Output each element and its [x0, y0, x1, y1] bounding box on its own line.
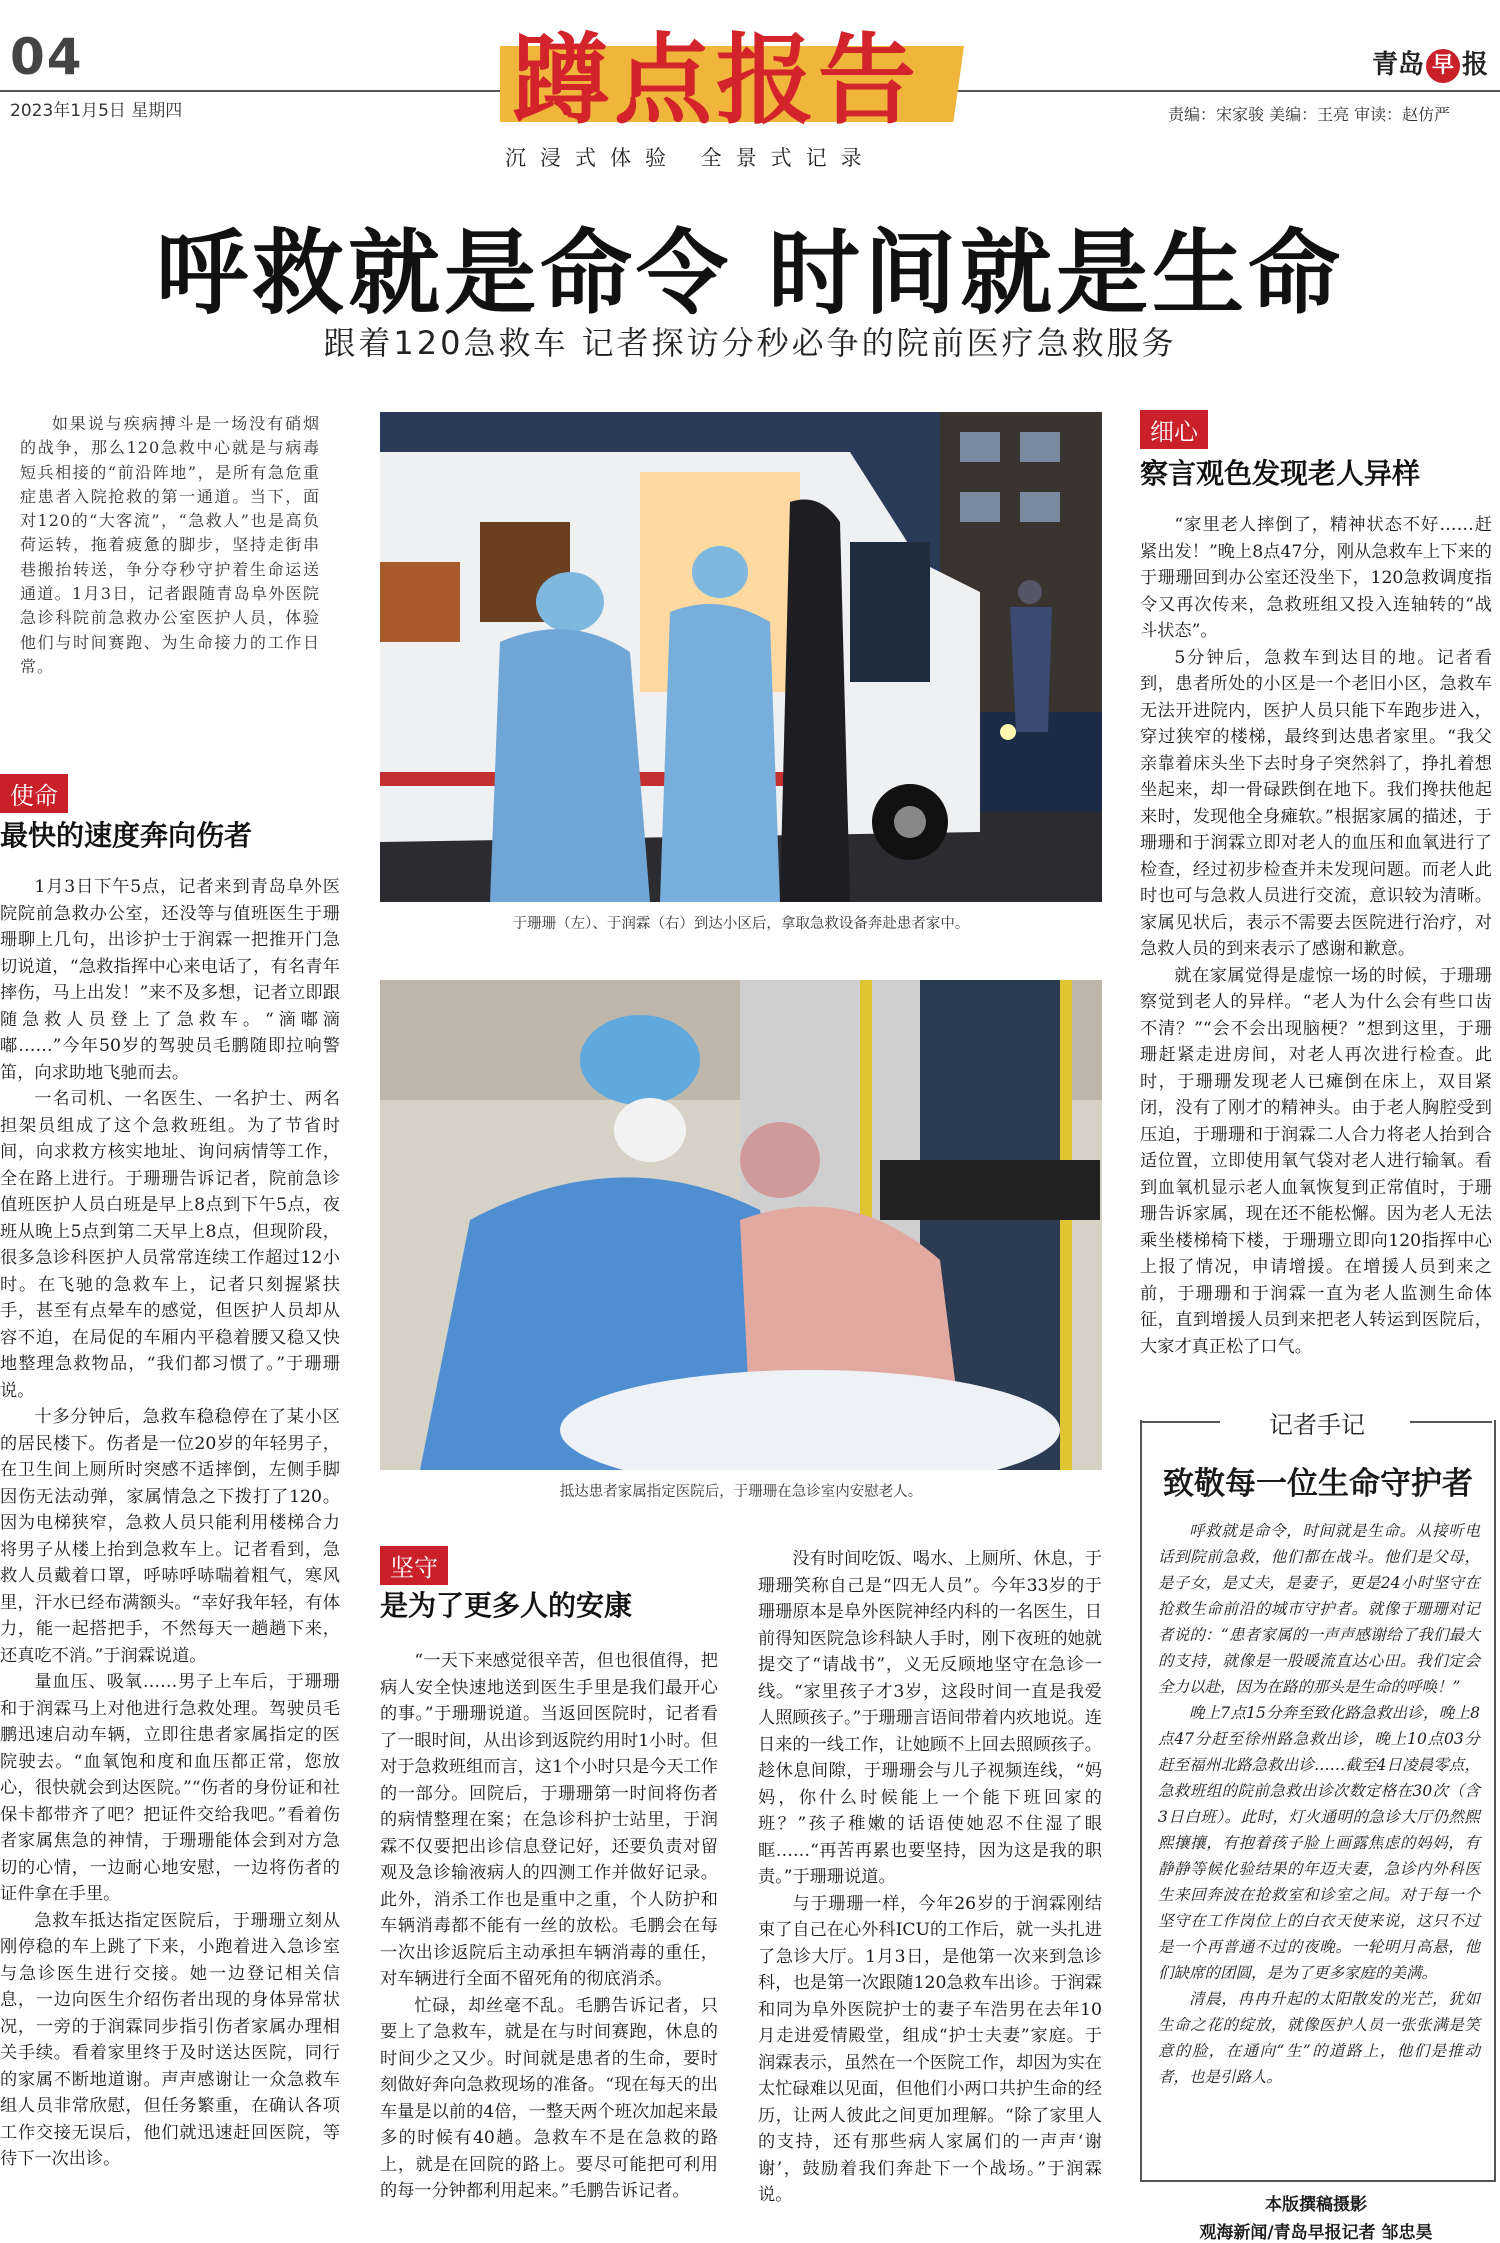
section2-tag: 坚守 [380, 1546, 448, 1585]
paragraph: 忙碌，却丝毫不乱。毛鹏告诉记者，只要上了急救车，就是在与时间赛跑，休息的时间少之又少。时间就是患者的生命，要时刻做好奔向急救现场的准备。“现在每天的出车量是以前的4倍，一整天两个班次加起来最多的时候有40趟。急救车不是在急救的路上，就是在回院的路上。要尽可能把可利用的每一分钟都利用起来。”毛鹏告诉记者。 [380, 1995, 718, 2201]
reporter-notes-title: 致敬每一位生命守护者 [1163, 1466, 1473, 1502]
reporter-notes-body [1158, 1518, 1480, 2090]
section3-tag: 细心 [1140, 410, 1208, 449]
er-photo [380, 980, 1102, 1470]
paragraph: 十多分钟后，急救车稳稳停在了某小区的居民楼下。伤者是一位20岁的年轻男子，在卫生间上厕所时突感不适摔倒，左侧手脚因伤无法动弹，家属情急之下拨打了120。因为电梯狭窄，急救人员只能利用楼梯合力将男子从楼上抬到急救车上。记者看到，急救人员戴着口罩，呼哧呼哧喘着粗气，寒风里，汗水已经布满额头。“幸好我年轻，有体力，能一起搭把手，不然每天一趟趟下来，还真吃不消。”于润霖说道。 [0, 1407, 340, 1666]
ambulance-photo [380, 412, 1102, 902]
section1-body [0, 874, 340, 2234]
paragraph: 呼救就是命令，时间就是生命。从接听电话到院前急救，他们都在战斗。他们是父母，是子女，是丈夫，是妻子，更是24小时坚守在抢救生命前沿的城市守护者。就像于珊珊对记者说的：“患者家属的一声声感谢给了我们最大的支持，就像是一股暖流直达心田。我们定会全力以赴，因为在路的那头是生命的呼唤！” [1158, 1522, 1480, 1696]
brand-prefix: 青岛 [1372, 50, 1425, 80]
intro-paragraph: 如果说与疾病搏斗是一场没有硝烟的战争，那么120急救中心就是与病毒短兵相接的“前沿阵地”，是所有急危重症患者入院抢救的第一通道。当下，面对120的“大客流”，“急救人”也是高负荷运转，拖着疲惫的脚步，坚持走街串巷搬抬转送，争分夺秒守护着生命运送通道。1月3日，记者跟随青岛阜外医院急诊科院前急救办公室医护人员，体验他们与时间赛跑、为生命接力的工作日常。 [20, 414, 320, 676]
section1-title: 最快的速度奔向伤者 [0, 819, 253, 852]
photo1-caption: 于珊珊（左）、于润霖（右）到达小区后，拿取急救设备奔赴患者家中。 [512, 916, 970, 932]
paragraph: 与于珊珊一样，今年26岁的于润霖刚结束了自己在心外科ICU的工作后，就一头扎进了急诊大厅。1月3日，是他第一次来到急诊科，也是第一次跟随120急救车出诊。于润霖和同为阜外医院护士的妻子车浩男在去年10月走进爱情殿堂，组成“护士夫妻”家庭。于润霖表示，虽然在一个医院工作，却因为实在太忙碌难以见面，但他们小两口共护生命的经历，让两人彼此之间更加理解。“除了家里人的支持，还有那些病人家属们的一声声‘谢谢’，鼓励着我们奔赴下一个战场。”于润霖说。 [758, 1893, 1102, 2205]
reporter-notes-label: 记者手记 [1269, 1411, 1365, 1439]
paragraph: 晚上7点15分奔至致化路急救出诊，晚上8点47分赶至徐州路急救出诊，晚上10点03分赶至福州北路急救出诊……截至4日凌晨零点，急救班组的院前急救出诊次数定格在30次（含3日白班）。此时，灯火通明的急诊大厅仍然熙熙攘攘，有抱着孩子脸上画露焦虑的妈妈，有静静等候化验结果的年迈夫妻，急诊内外科医生来回奔波在抢救室和诊室之间。对于每一个坚守在工作岗位上的白衣天使来说，这只不过是一个再普通不过的夜晚。一轮明月高悬，他们缺席的团圆，是为了更多家庭的美满。 [1158, 1704, 1480, 1982]
editor-credits: 责编：宋家骏 美编：王亮 审读：赵仿严 [1168, 105, 1451, 124]
column-slogan: 沉浸式体验 全景式记录 [505, 146, 876, 170]
paragraph: 5分钟后，急救车到达目的地。记者看到，患者所处的小区是一个老旧小区，急救车无法开进院内，医护人员只能下车跑步进入，穿过狭窄的楼梯，最终到达患者家里。“我父亲靠着床头坐下去时身子突然斜了，挣扎着想坐起来，却一骨碌跌倒在地下。我们搀扶他起来时，发现他全身瘫软。”根据家属的描述，于珊珊和于润霖立即对老人的血压和血氧进行了检查，经过初步检查并未发现问题。而老人此时也可与急救人员进行交流，意识较为清晰。家属见状后，表示不需要去医院进行治疗，对急救人员的到来表示了感谢和歉意。 [1140, 647, 1492, 959]
column-logo [500, 18, 970, 136]
paragraph: “家里老人摔倒了，精神状态不好……赶紧出发！”晚上8点47分，刚从急救车上下来的于珊珊回到办公室还没坐下，120急救调度指令又再次传来，急救班组又投入连轴转的“战斗状态”。 [1140, 515, 1492, 641]
paragraph: 就在家属觉得是虚惊一场的时候，于珊珊察觉到老人的异样。“老人为什么会有些口齿不清？”“会不会出现脑梗？”想到这里，于珊珊赶紧走进房间，对老人再次进行检查。此时，于珊珊发现老人已瘫倒在床上，双目紧闭，没有了刚才的精神头。由于老人胸腔受到压迫，于珊珊和于润霖二人合力将老人抬到合适位置，立即使用氧气袋对老人进行输氧。看到血氧机显示老人血氧恢复到正常值时，于珊珊告诉家属，现在还不能松懈。因为老人无法乘坐楼梯椅下楼，于珊珊立即向120指挥中心上报了情况，申请增援。在增援人员到来之前，于珊珊和于润霖一直为老人监测生命体征，直到增援人员到来把老人转运到医院后，大家才真正松了口气。 [1140, 965, 1492, 1357]
credit-label: 本版撰稿摄影 [1265, 2195, 1367, 2215]
issue-date: 2023年1月5日 星期四 [10, 101, 183, 121]
section2-title: 是为了更多人的安康 [380, 1589, 633, 1622]
section1-tag: 使命 [0, 774, 68, 813]
paragraph: 一名司机、一名医生、一名护士、两名担架员组成了这个急救班组。为了节省时间，向求救方核实地址、询问病情等工作，全在路上进行。于珊珊告诉记者，院前急诊值班医护人员白班是早上8点到下午5点，夜班从晚上5点到第二天早上8点，但现阶段，很多急诊科医护人员常常连续工作超过12小时。在飞驰的急救车上，记者只刻握紧扶手，甚至有点晕车的感觉，但医护人员却从容不迫，在局促的车厢内平稳着腰又稳又快地整理急救物品，“我们都习惯了。”于珊珊说。 [0, 1089, 340, 1401]
column-logo-text: 蹲点报告 [512, 24, 921, 136]
section2-body-col2 [758, 1546, 1102, 2238]
section2-body-col1 [380, 1648, 718, 2238]
brand-suffix: 报 [1462, 50, 1489, 80]
section3-title: 察言观色发现老人异样 [1140, 457, 1421, 490]
paragraph: 急救车抵达指定医院后，于珊珊立刻从刚停稳的车上跳了下来，小跑着进入急诊室与急诊医生进行交接。她一边登记相关信息，一边向医生介绍伤者出现的身体异常状况，一旁的于润霖同步指引伤者家属办理相关手续。看着家里终于及时送达医院，同行的家属不断地道谢。声声感谢让一众急救车组人员非常欣慰，但任务繁重，在确认各项工作交接无误后，他们就迅速赶回医院，等待下一次出诊。 [0, 1910, 340, 2169]
newspaper-brand [1372, 44, 1488, 83]
paragraph: 清晨，冉冉升起的太阳散发的光芒，犹如生命之花的绽放，就像医护人员一张张满是笑意的脸，在通向“生”的道路上，他们是推动者，也是引路人。 [1158, 1990, 1480, 2086]
paragraph: 量血压、吸氧……男子上车后，于珊珊和于润霖马上对他进行急救处理。驾驶员毛鹏迅速启动车辆，立即往患者家属指定的医院驶去。“血氧饱和度和血压都正常，您放心，很快就会到达医院。”“伤者的身份证和社保卡都带齐了吧？把证件交给我吧。”看着伤者家属焦急的神情，于珊珊能体会到对方急切的心情，一边耐心地安慰，一边将伤者的证件拿在手里。 [0, 1672, 340, 1904]
brand-stamp: 早 [1426, 49, 1460, 83]
page-headline: 呼救就是命令 时间就是生命 [155, 219, 1345, 327]
page-number: 04 [10, 28, 84, 86]
credit-author: 观海新闻/青岛早报记者 邹忠昊 [1199, 2223, 1433, 2243]
photo2-caption: 抵达患者家属指定医院后，于珊珊在急诊室内安慰老人。 [559, 1484, 923, 1500]
section3-body [1140, 512, 1492, 1387]
paragraph: “一天下来感觉很辛苦，但也很值得，把病人安全快速地送到医生手里是我们最开心的事。”于珊珊说道。当返回医院时，记者看了一眼时间，从出诊到返院约用时1小时。但对于急救班组而言，这1个小时只是今天工作的一部分。回院后，于珊珊第一时间将伤者的病情整理在案；在急诊科护士站里，于润霖不仅要把出诊信息登记好，还要负责对留观及急诊输液病人的四测工作并做好记录。此外，消杀工作也是重中之重，个人防护和车辆消毒都不能有一丝的放松。毛鹏会在每一次出诊返院后主动承担车辆消毒的重任，对车辆进行全面不留死角的彻底消杀。 [380, 1651, 718, 1989]
paragraph: 没有时间吃饭、喝水、上厕所、休息，于珊珊笑称自己是“四无人员”。今年33岁的于珊珊原本是阜外医院神经内科的一名医生，日前得知医院急诊科缺人手时，刚下夜班的她就提交了“请战书”，义无反顾地坚守在急诊一线。“家里孩子才3岁，这段时间一直是我爱人照顾孩子。”于珊珊言语间带着内疚地说。连日来的一线工作，让她顾不上回去照顾孩子。趁休息间隙，于珊珊会与儿子视频连线，“妈妈，你什么时候能上一个能下班回家的班？”孩子稚嫩的话语使她忍不住湿了眼眶……“再苦再累也要坚持，因为这是我的职责。”于珊珊说道。 [758, 1549, 1102, 1887]
page-subheadline: 跟着120急救车 记者探访分秒必争的院前医疗急救服务 [323, 324, 1177, 362]
paragraph: 1月3日下午5点，记者来到青岛阜外医院院前急救办公室，还没等与值班医生于珊珊聊上几句，出诊护士于润霖一把推开门急切说道，“急救指挥中心来电话了，有名青年摔伤，马上出发！”来不及多想，记者立即跟随急救人员登上了急救车。“滴嘟滴嘟……”今年50岁的驾驶员毛鹏随即拉响警笛，向求助地飞驰而去。 [0, 877, 340, 1083]
